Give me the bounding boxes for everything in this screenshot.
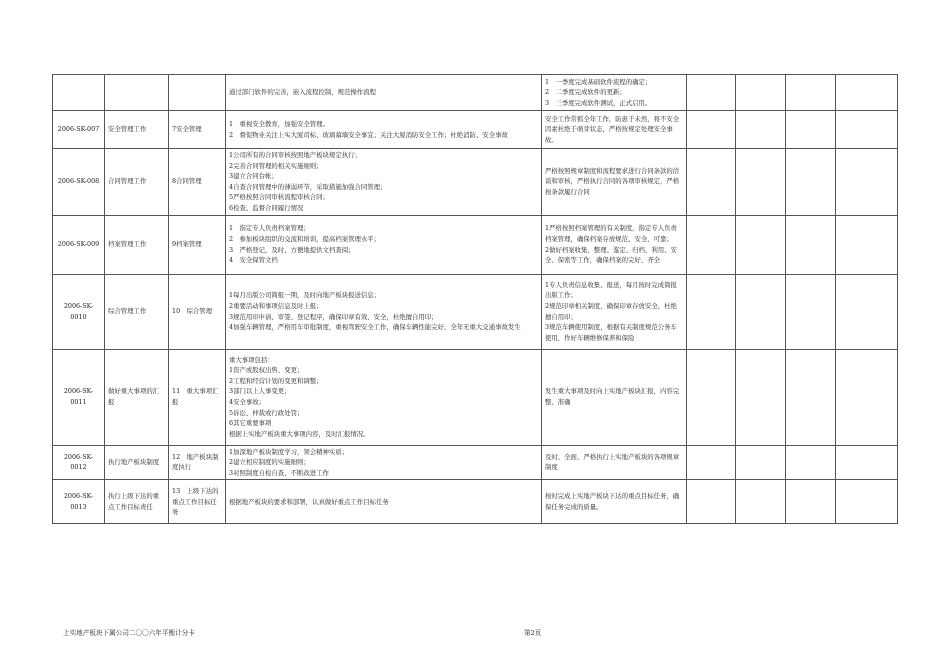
row-code-cell: 2006-SK-0013 [53, 480, 105, 524]
row-subitem-cell: 9档案管理 [169, 215, 226, 274]
cell-line: 1每月出版公司简报一期，及时向地产板块报送信息； [229, 291, 381, 300]
cell-line: 1资产或股权出售、变更； [229, 366, 304, 375]
cell-line: 1 重视安全教育，加强安全管理。 [229, 119, 329, 128]
empty-cell [836, 274, 898, 349]
row-standard-cell [542, 75, 687, 111]
cell-line: 1专人负责信息收集、报送，每月按时完成简报出版工作； [545, 280, 677, 300]
empty-cell [836, 349, 898, 445]
cell-line: 2做好档案收集、整理、鉴定、归档、利用、安全、保密等工作，确保档案的完好、齐全 [545, 245, 677, 265]
empty-cell [836, 480, 898, 524]
page-number: 第2页 [524, 629, 542, 637]
table-row [53, 480, 898, 524]
cell-line: 3规范车辆使用制度，根据有关制度规范公务车使用，作好车辆维修保养和保险 [545, 323, 677, 342]
row-code-cell [53, 75, 105, 111]
cell-line: 1 一季度完成基础软件流程的确定； [545, 77, 652, 86]
table-row [53, 149, 898, 216]
empty-cell [836, 149, 898, 216]
row-code-cell: 2006-SK-0012 [53, 445, 105, 480]
cell-line: 4安全事故； [229, 398, 266, 407]
row-code-cell: 2006-SK-009 [53, 215, 105, 274]
empty-cell [736, 274, 786, 349]
row-content-cell [226, 75, 542, 111]
empty-cell [736, 111, 786, 149]
row-standard-cell [542, 480, 687, 524]
row-standard-cell [542, 149, 687, 216]
cell-line: 根据上实地产板块重大事项内容，及时汇报情况。 [229, 429, 370, 438]
cell-line: 2建立相应制度的实施细则； [229, 458, 310, 467]
empty-cell [836, 215, 898, 274]
cell-line: 1公司所有的合同审核按照地产板块规定执行； [229, 151, 361, 159]
row-content-cell [226, 111, 542, 149]
empty-cell [687, 75, 736, 111]
empty-cell [687, 349, 736, 445]
row-item-cell [105, 75, 169, 111]
row-content-cell [226, 480, 542, 524]
cell-line: 1 指定专人负责档案管理； [229, 224, 310, 233]
cell-line: 4加强车辆管理，严格用车审批制度，重视驾驶安全工作，确保车辆性能完好、全年无重大交通事故发生 [229, 323, 521, 332]
empty-cell [736, 215, 786, 274]
cell-line: 4自查合同管理中的薄弱环节，采取措施加强合同管理； [229, 182, 387, 191]
row-item-cell: 档案管理工作 [105, 215, 169, 274]
row-content-cell [226, 149, 542, 216]
row-content-cell [226, 349, 542, 445]
empty-cell [736, 349, 786, 445]
cell-line: 6其它重要事项 [229, 419, 272, 428]
row-subitem-cell: 13 上级下达的重点工作目标任务 [169, 480, 226, 524]
row-subitem-cell: 11 重大事项汇报 [169, 349, 226, 445]
empty-cell [736, 480, 786, 524]
table-row [53, 274, 898, 349]
cell-line: 重大事项包括： [229, 355, 274, 364]
cell-line: 5严格按照合同审核流程审核合同； [229, 193, 329, 202]
cell-line: 按时完成上实地产板块下达的重点目标任务，确保任务完成的质量。 [545, 492, 680, 511]
row-subitem-cell [169, 75, 226, 111]
empty-cell [836, 75, 898, 111]
cell-line: 2工程和经营计划的变更和调整； [229, 376, 323, 385]
empty-cell [736, 149, 786, 216]
cell-line: 根据地产板块的要求和部署，认真做好重点工作目标任务 [229, 497, 389, 506]
empty-cell [687, 480, 736, 524]
row-content-cell [226, 445, 542, 480]
row-standard-cell [542, 215, 687, 274]
cell-line: 1加深地产板块制度学习，领会精神实质； [229, 447, 349, 456]
empty-cell [687, 445, 736, 480]
cell-line: 6检查、监督合同履行情况 [229, 203, 304, 212]
cell-line: 4 安全保管文档 [229, 256, 278, 265]
cell-line: 2 二季度完成软件的更新； [545, 88, 626, 97]
row-subitem-cell: 12 地产板块制度执行 [169, 445, 226, 480]
cell-line: 5诉讼、仲裁或行政处罚； [229, 408, 304, 417]
row-content-cell [226, 215, 542, 274]
row-item-cell: 做好重大事项的汇报 [105, 349, 169, 445]
row-content-cell [226, 274, 542, 349]
row-standard-cell [542, 274, 687, 349]
empty-cell [687, 274, 736, 349]
empty-cell [786, 349, 836, 445]
empty-cell [786, 215, 836, 274]
row-code-cell: 2006-SK-0011 [53, 349, 105, 445]
cell-line: 3对照制度自检自查，不断改进工作 [229, 468, 329, 477]
table-row [53, 75, 898, 111]
cell-line: 3规范用印申请、审签、登记程序，确保印章有效、安全，杜绝擅自用印； [229, 312, 438, 321]
table-row [53, 445, 898, 480]
cell-line: 3建立合同台帐； [229, 172, 278, 181]
empty-cell [786, 480, 836, 524]
cell-line: 2重要活动和事项信息及时上报； [229, 301, 323, 310]
empty-cell [736, 75, 786, 111]
footer-title: 上实地产板块下属公司二〇〇六年平衡计分卡 [63, 629, 195, 637]
cell-line: 3 严格登记，及时、方便地提供文档查阅； [229, 245, 355, 254]
row-code-cell: 2006-SK-008 [53, 149, 105, 216]
row-code-cell: 2006-SK-0010 [53, 274, 105, 349]
empty-cell [687, 111, 736, 149]
cell-line: 通过部门软件的完善，嵌入流程控制，规范操作流程 [229, 88, 376, 97]
row-subitem-cell: 10 综合管理 [169, 274, 226, 349]
empty-cell [836, 111, 898, 149]
row-subitem-cell: 8合同管理 [169, 149, 226, 216]
row-standard-cell [542, 349, 687, 445]
empty-cell [836, 445, 898, 480]
empty-cell [736, 445, 786, 480]
cell-line: 2 督促物业关注上实大厦司标、玻璃幕墙安全事宜；关注大厦消防安全工作；杜绝消防、安全事故 [229, 130, 508, 139]
cell-line: 3部门以上人事变更； [229, 387, 291, 396]
table-row [53, 111, 898, 149]
row-item-cell: 执行地产板块制度 [105, 445, 169, 480]
row-code-cell: 2006-SK-007 [53, 111, 105, 149]
row-standard-cell [542, 111, 687, 149]
row-item-cell: 执行上级下达的重点工作目标责任 [105, 480, 169, 524]
row-standard-cell [542, 445, 687, 480]
cell-line: 1严格按照档案管理的有关制度，指定专人负责档案管理，确保档案存放规范、安全、可靠； [545, 224, 677, 243]
empty-cell [786, 445, 836, 480]
empty-cell [786, 274, 836, 349]
cell-line: 2规范印章相关制度，确保印章存放安全，杜绝擅自用印； [545, 301, 677, 321]
cell-line: 2完善合同管理的相关实施细则； [229, 161, 323, 170]
cell-line: 安全工作常抓全年工作，防患于未然，将不安全因素杜绝于萌芽状态，严格按规定处理安全事故。 [545, 114, 680, 144]
cell-line: 及时、全面、严格执行上实地产板块的各项规章制度 [545, 452, 680, 472]
table-row [53, 349, 898, 445]
cell-line: 发生重大事项及时向上实地产板块汇报，内容完整、准确 [545, 387, 680, 407]
table-row [53, 215, 898, 274]
balanced-scorecard-table [52, 74, 898, 524]
empty-cell [786, 111, 836, 149]
row-item-cell: 合同管理工作 [105, 149, 169, 216]
row-item-cell: 综合管理工作 [105, 274, 169, 349]
cell-line: 严格按照规章制度和流程要求进行合同条款的洽谈和审核，严格执行合同的各项审核规定，严格按条款履行合同 [545, 166, 680, 197]
empty-cell [687, 215, 736, 274]
row-item-cell: 安全管理工作 [105, 111, 169, 149]
empty-cell [786, 149, 836, 216]
cell-line: 2 参加板块组织的交流和培训，提高档案管理水平； [229, 234, 381, 243]
cell-line: 3 三季度完成软件测试，正式启用。 [545, 98, 652, 107]
row-subitem-cell: 7安全管理 [169, 111, 226, 149]
empty-cell [687, 149, 736, 216]
empty-cell [786, 75, 836, 111]
